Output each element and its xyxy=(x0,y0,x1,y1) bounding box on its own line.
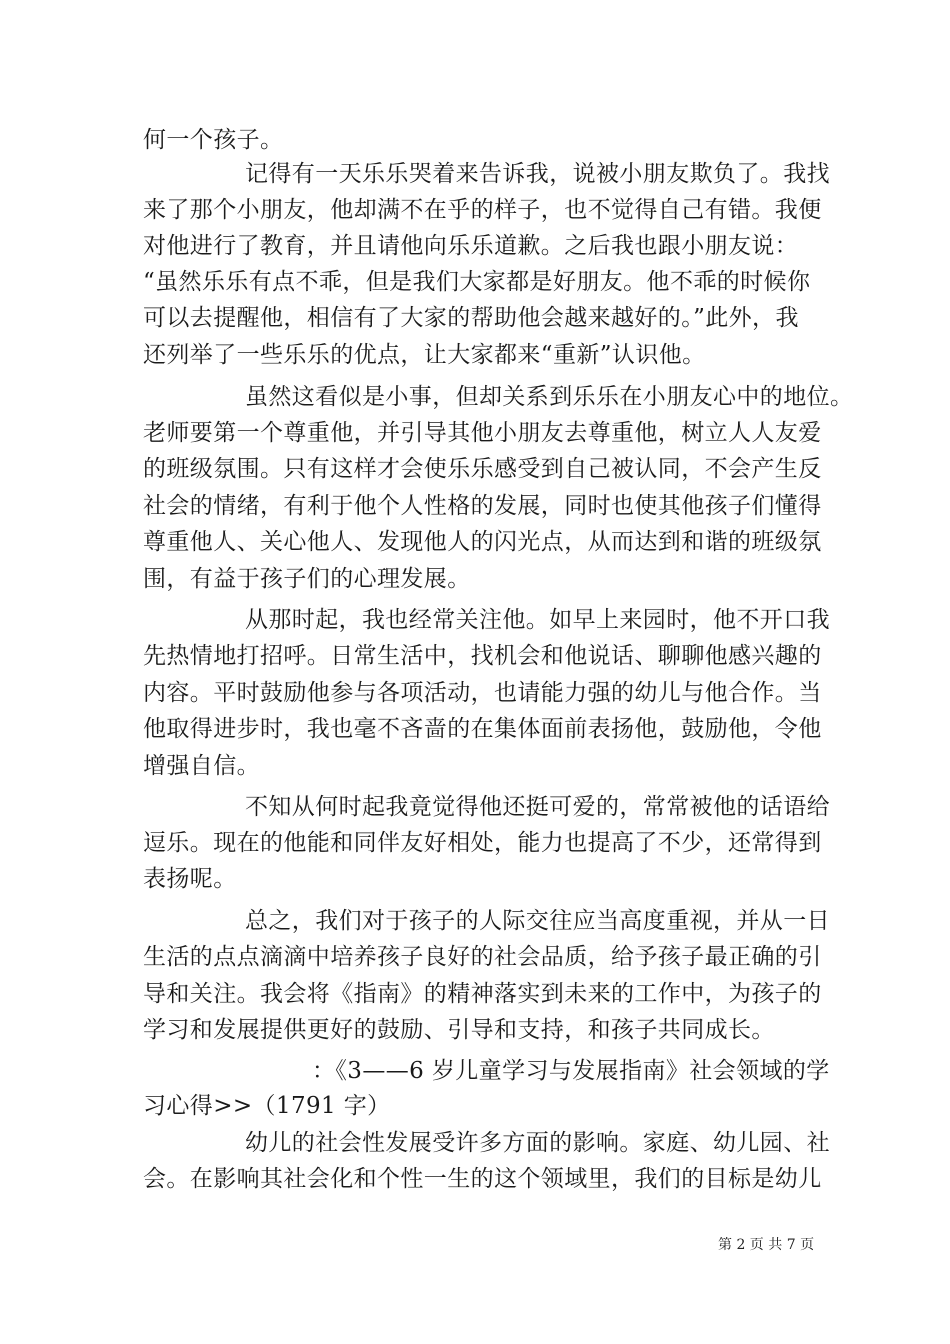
paragraph-line: 尊重他人、关心他人、发现他人的闪光点，从而达到和谐的班级氛 xyxy=(143,529,822,555)
paragraph-line: 总之，我们对于孩子的人际交往应当高度重视，并从一日 xyxy=(245,908,830,934)
paragraph-line: 虽然这看似是小事，但却关系到乐乐在小朋友心中的地位。 xyxy=(245,384,854,410)
paragraph-line: 他取得进步时，我也毫不吝啬的在集体面前表扬他，鼓励他，令他 xyxy=(143,716,822,742)
paragraph-line: 增强自信。 xyxy=(143,753,260,779)
paragraph-line: “虽然乐乐有点不乖，但是我们大家都是好朋友。他不乖的时候你 xyxy=(143,269,811,295)
paragraph-line: 逗乐。现在的他能和同伴友好相处，能力也提高了不少，还常得到 xyxy=(143,830,822,856)
paragraph-line: 老师要第一个尊重他，并引导其他小朋友去尊重他，树立人人友爱 xyxy=(143,420,822,446)
paragraph-line: 还列举了一些乐乐的优点，让大家都来“重新”认识他。 xyxy=(143,342,706,368)
page-number-footer: 第 2 页 共 7 页 xyxy=(718,1237,815,1253)
paragraph-line: 社会的情绪，有利于他个人性格的发展，同时也使其他孩子们懂得 xyxy=(143,493,822,519)
paragraph-line: 对他进行了教育，并且请他向乐乐道歉。之后我也跟小朋友说： xyxy=(143,233,799,259)
paragraph-line: 幼儿的社会性发展受许多方面的影响。家庭、幼儿园、社 xyxy=(245,1130,830,1156)
paragraph-line: 导和关注。我会将《指南》的精神落实到未来的工作中，为孩子的 xyxy=(143,981,822,1007)
paragraph-line: 的班级氛围。只有这样才会使乐乐感受到自己被认同，不会产生反 xyxy=(143,456,822,482)
article-reference-line: ：《3——6 岁儿童学习与发展指南》社会领域的学 xyxy=(312,1058,830,1084)
paragraph-line: 可以去提醒他，相信有了大家的帮助他会越来越好的。”此外，我 xyxy=(143,305,799,331)
paragraph-line: 来了那个小朋友，他却满不在乎的样子，也不觉得自己有错。我便 xyxy=(143,197,822,223)
article-reference-line: 习心得>>（1791 字） xyxy=(143,1093,391,1119)
paragraph-line: 先热情地打招呼。日常生活中，找机会和他说话、聊聊他感兴趣的 xyxy=(143,643,822,669)
paragraph-line: 围，有益于孩子们的心理发展。 xyxy=(143,566,471,592)
paragraph-line: 内容。平时鼓励他参与各项活动，也请能力强的幼儿与他合作。当 xyxy=(143,680,822,706)
paragraph-line: 会。在影响其社会化和个性一生的这个领域里，我们的目标是幼儿 xyxy=(143,1166,822,1192)
paragraph-line: 不知从何时起我竟觉得他还挺可爱的，常常被他的话语给 xyxy=(245,794,830,820)
paragraph-line: 表扬呢。 xyxy=(143,866,237,892)
paragraph-line: 生活的点点滴滴中培养孩子良好的社会品质，给予孩子最正确的引 xyxy=(143,944,822,970)
paragraph-line: 从那时起，我也经常关注他。如早上来园时，他不开口我 xyxy=(245,607,830,633)
paragraph-line: 记得有一天乐乐哭着来告诉我，说被小朋友欺负了。我找 xyxy=(245,161,830,187)
paragraph-line: 学习和发展提供更好的鼓励、引导和支持，和孩子共同成长。 xyxy=(143,1017,775,1043)
paragraph-line: 何一个孩子。 xyxy=(143,127,284,153)
